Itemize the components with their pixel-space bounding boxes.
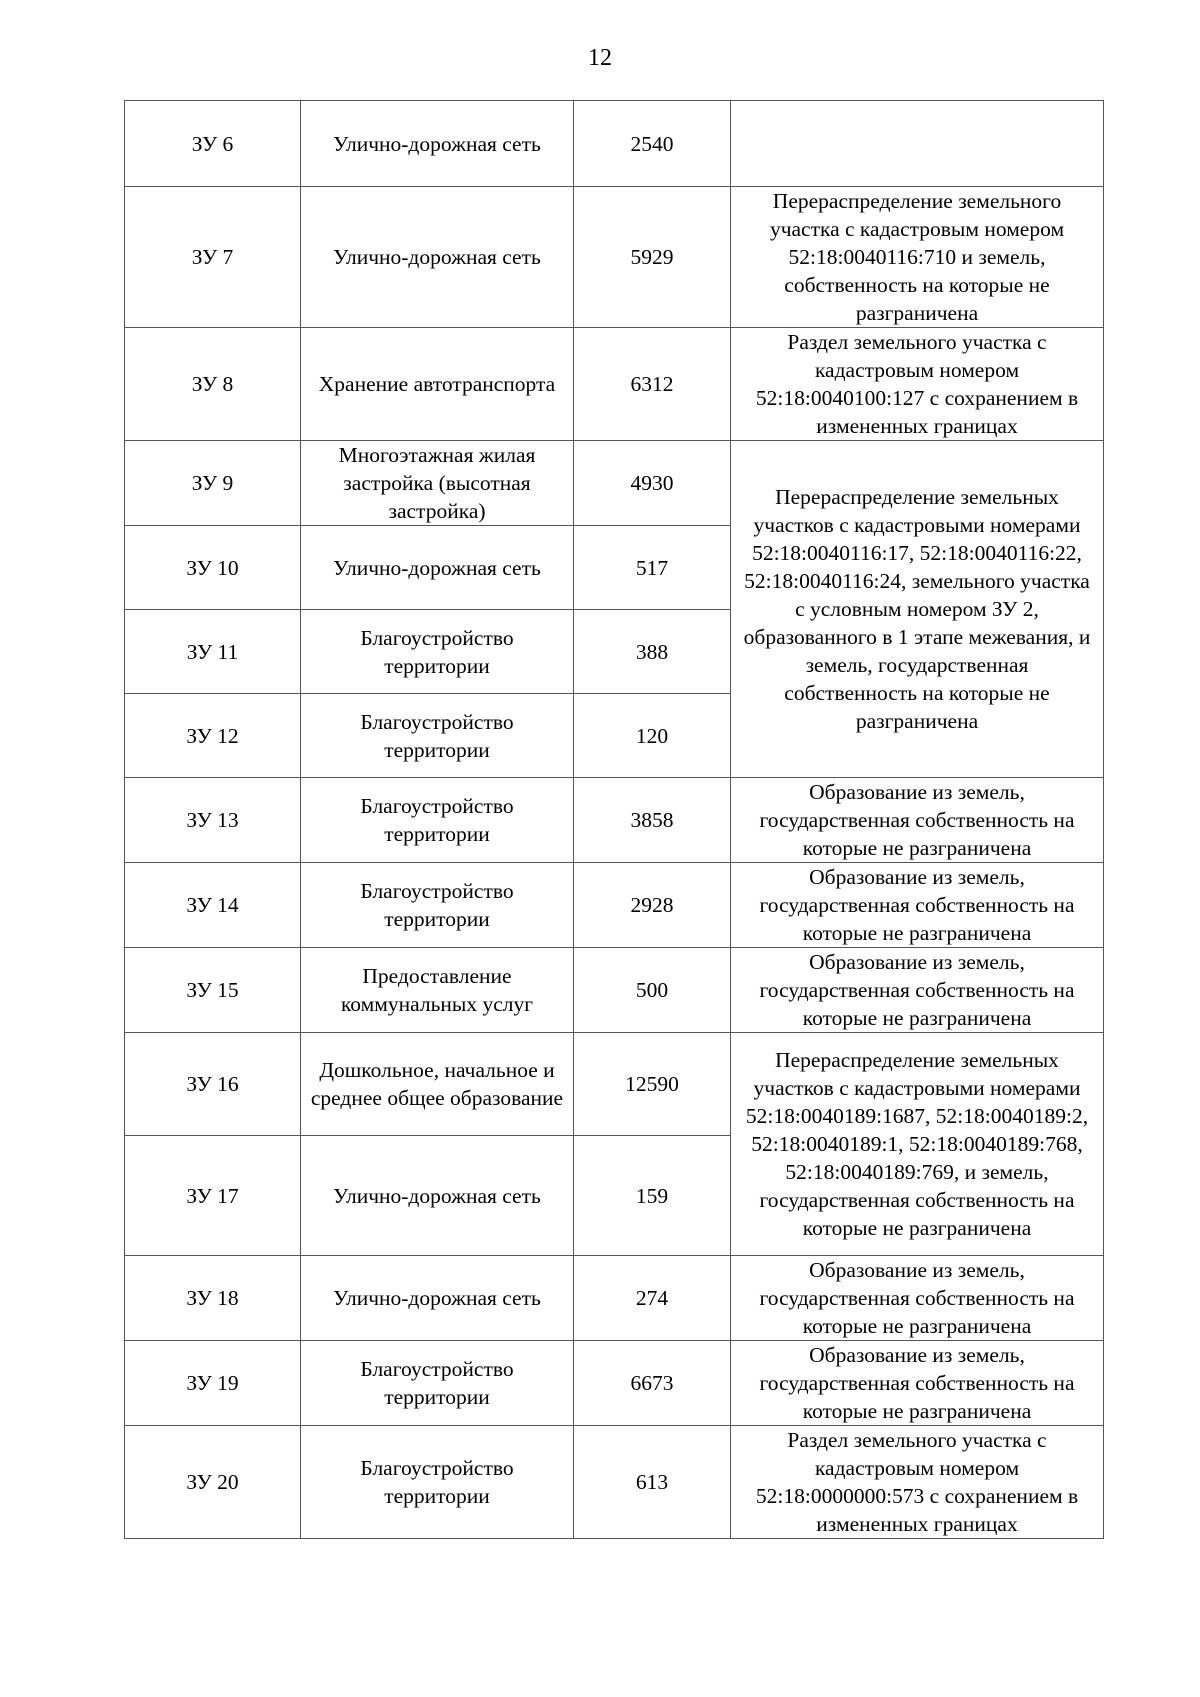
formation-method-cell: Образование из земель, государственная собственность на которые не разграничена [731, 948, 1104, 1033]
area-cell: 517 [574, 526, 731, 610]
formation-method-cell: Образование из земель, государственная собственность на которые не разграничена [731, 1256, 1104, 1341]
table-row [125, 1033, 1104, 1136]
plot-id-cell: ЗУ 12 [125, 694, 301, 778]
formation-method-cell: Раздел земельного участка с кадастровым номером 52:18:0000000:573 с сохранением в измененных границах [731, 1426, 1104, 1539]
table-row [125, 1256, 1104, 1341]
plot-id-cell: ЗУ 11 [125, 610, 301, 694]
plot-id-cell: ЗУ 13 [125, 778, 301, 863]
permitted-use-cell: Благоустройство территории [301, 1341, 574, 1426]
table-row [125, 441, 1104, 526]
area-cell: 120 [574, 694, 731, 778]
table-row [125, 328, 1104, 441]
area-cell: 500 [574, 948, 731, 1033]
permitted-use-cell: Дошкольное, начальное и среднее общее образование [301, 1033, 574, 1136]
area-cell: 6673 [574, 1341, 731, 1426]
plot-id-cell: ЗУ 18 [125, 1256, 301, 1341]
plot-id-cell: ЗУ 16 [125, 1033, 301, 1136]
formation-method-cell: Перераспределение земельных участков с кадастровыми номерами 52:18:0040189:1687, 52:18:0040189:2, 52:18:0040189:1, 52:18:0040189:768, 52:18:0040189:769, и земель, государственная собственность на которые не разграничена [731, 1033, 1104, 1256]
permitted-use-cell: Улично-дорожная сеть [301, 1256, 574, 1341]
permitted-use-cell: Благоустройство территории [301, 694, 574, 778]
plot-id-cell: ЗУ 6 [125, 101, 301, 187]
formation-method-cell: Образование из земель, государственная собственность на которые не разграничена [731, 1341, 1104, 1426]
area-cell: 4930 [574, 441, 731, 526]
permitted-use-cell: Улично-дорожная сеть [301, 187, 574, 328]
permitted-use-cell: Благоустройство территории [301, 778, 574, 863]
formation-method-cell: Образование из земель, государственная собственность на которые не разграничена [731, 778, 1104, 863]
plot-id-cell: ЗУ 7 [125, 187, 301, 328]
area-cell: 388 [574, 610, 731, 694]
table-row [125, 1426, 1104, 1539]
permitted-use-cell: Благоустройство территории [301, 1426, 574, 1539]
table-row [125, 863, 1104, 948]
plot-id-cell: ЗУ 19 [125, 1341, 301, 1426]
area-cell: 5929 [574, 187, 731, 328]
permitted-use-cell: Многоэтажная жилая застройка (высотная застройка) [301, 441, 574, 526]
permitted-use-cell: Улично-дорожная сеть [301, 101, 574, 187]
table-row [125, 101, 1104, 187]
plot-id-cell: ЗУ 15 [125, 948, 301, 1033]
permitted-use-cell: Улично-дорожная сеть [301, 526, 574, 610]
area-cell: 6312 [574, 328, 731, 441]
permitted-use-cell: Благоустройство территории [301, 610, 574, 694]
area-cell: 2928 [574, 863, 731, 948]
permitted-use-cell: Предоставление коммунальных услуг [301, 948, 574, 1033]
table-row [125, 1341, 1104, 1426]
area-cell: 3858 [574, 778, 731, 863]
plot-id-cell: ЗУ 14 [125, 863, 301, 948]
area-cell: 12590 [574, 1033, 731, 1136]
area-cell: 613 [574, 1426, 731, 1539]
plot-id-cell: ЗУ 8 [125, 328, 301, 441]
plot-id-cell: ЗУ 20 [125, 1426, 301, 1539]
page-number: 12 [588, 45, 612, 71]
formation-method-cell: Перераспределение земельного участка с кадастровым номером 52:18:0040116:710 и земель, собственность на которые не разграничена [731, 187, 1104, 328]
plot-id-cell: ЗУ 9 [125, 441, 301, 526]
table-row [125, 187, 1104, 328]
area-cell: 159 [574, 1136, 731, 1256]
formation-method-cell: Перераспределение земельных участков с кадастровыми номерами 52:18:0040116:17, 52:18:0040116:22, 52:18:0040116:24, земельного участка с условным номером ЗУ 2, образованного в 1 этапе межевания, и земель, государственная собственность на которые не разграничена [731, 441, 1104, 778]
formation-method-cell [731, 101, 1104, 187]
permitted-use-cell: Улично-дорожная сеть [301, 1136, 574, 1256]
land-plots-table [124, 100, 1104, 1539]
formation-method-cell: Образование из земель, государственная собственность на которые не разграничена [731, 863, 1104, 948]
plot-id-cell: ЗУ 10 [125, 526, 301, 610]
table-row [125, 778, 1104, 863]
plot-id-cell: ЗУ 17 [125, 1136, 301, 1256]
table-row [125, 948, 1104, 1033]
permitted-use-cell: Благоустройство территории [301, 863, 574, 948]
permitted-use-cell: Хранение автотранспорта [301, 328, 574, 441]
formation-method-cell: Раздел земельного участка с кадастровым номером 52:18:0040100:127 с сохранением в измененных границах [731, 328, 1104, 441]
area-cell: 274 [574, 1256, 731, 1341]
area-cell: 2540 [574, 101, 731, 187]
